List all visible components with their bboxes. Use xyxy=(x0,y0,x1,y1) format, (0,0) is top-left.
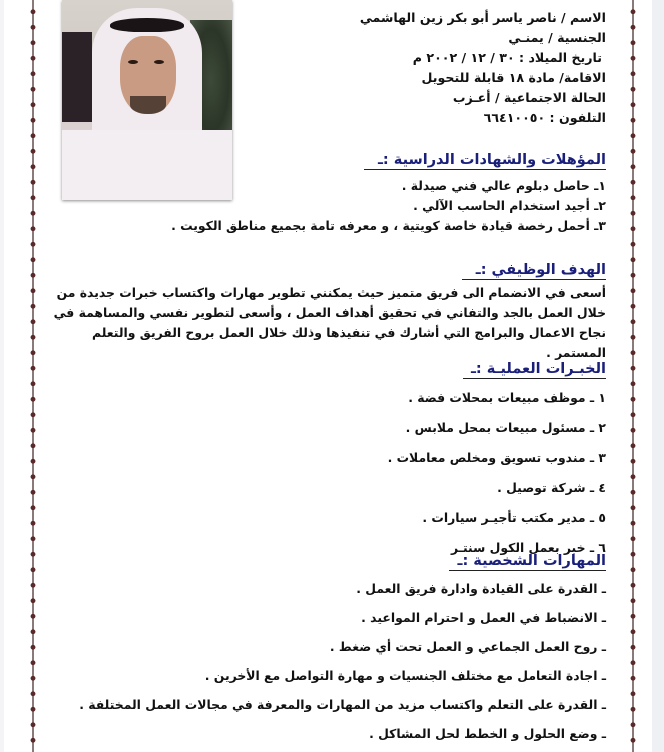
name-line: الاسم / ناصر ياسر أبو بكر زين الهاشمي xyxy=(359,10,606,25)
personal-info xyxy=(360,8,606,128)
skills-list xyxy=(79,574,606,748)
experience-item: ٣ ـ مندوب تسويق ومخلص معاملات . xyxy=(387,450,606,465)
experience-item: ١ ـ موظف مبيعات بمحلات فضة . xyxy=(408,390,606,405)
photo-beard xyxy=(130,96,166,114)
nationality-line: الجنسية / يمنـي xyxy=(508,30,606,45)
experience-item: ٢ ـ مسئول مبيعات بمحل ملابس . xyxy=(405,420,606,435)
photo-eye xyxy=(154,60,164,64)
qualifications-heading: المؤهلات والشهادات الدراسية :ـ xyxy=(364,152,606,170)
skill-item: ـ القدرة على التعلم واكتساب مزيد من المهارات والمعرفة في مجالات العمل المختلفة . xyxy=(79,697,606,712)
qualification-item: ١ـ حاصل دبلوم عالي فني صيدلة . xyxy=(401,178,606,193)
qualifications-heading-wrap xyxy=(6,149,606,170)
objective-heading-wrap xyxy=(6,259,606,280)
skill-item: ـ وضع الحلول و الخطط لحل المشاكل . xyxy=(369,726,606,741)
experience-item: ٦ ـ خبر بعمل الكول سنتـر xyxy=(451,540,606,555)
skill-item: ـ الانضباط في العمل و احترام المواعيد . xyxy=(361,610,606,625)
skills-heading-wrap xyxy=(6,550,606,571)
skill-item: ـ روح العمل الجماعي و العمل تحت أي ضغط . xyxy=(329,639,606,654)
experience-heading-wrap xyxy=(6,358,606,379)
qualification-item: ٢ـ أجيد استخدام الحاسب الآلي . xyxy=(413,198,606,213)
profile-photo xyxy=(62,0,232,200)
right-border-ornaments xyxy=(628,4,638,752)
experience-heading: الخبـرات العمليـة :ـ xyxy=(463,361,606,379)
resume-page xyxy=(4,0,652,752)
birth-date-line: تاريخ الميلاد : ٣٠ / ١٢ / ٢٠٠٢ م xyxy=(412,50,602,65)
objective-heading: الهدف الوظيفي :ـ xyxy=(462,262,606,280)
skill-item: ـ اجادة التعامل مع مختلف الجنسيات و مهارة التواصل مع الأخرين . xyxy=(204,668,606,683)
residency-line: الاقامة/ مادة ١٨ قابلة للتحويل xyxy=(421,70,606,85)
phone-line: التلفون : ٦٦٤١٠٠٥٠ xyxy=(483,110,606,125)
qualifications-list xyxy=(171,176,606,236)
photo-eye xyxy=(128,60,138,64)
experience-list xyxy=(388,383,606,563)
photo-background xyxy=(62,32,92,122)
experience-item: ٤ ـ شركة توصيل . xyxy=(497,480,606,495)
skills-heading: المهارات الشخصية :ـ xyxy=(449,553,606,571)
qualification-item: ٣ـ أحمل رخصة قيادة خاصة كويتية ، و معرفه تامة بجميع مناطق الكويت . xyxy=(171,218,606,233)
skill-item: ـ القدرة على القيادة وادارة فريق العمل . xyxy=(356,581,606,596)
experience-item: ٥ ـ مدير مكتب تأجيـر سيارات . xyxy=(422,510,606,525)
photo-agal xyxy=(110,18,184,32)
marital-status-line: الحالة الاجتماعية / أعـزب xyxy=(452,90,606,105)
objective-paragraph: أسعى في الانضمام الى فريق متميز حيث يمكنني تطوير مهارات واكتساب خبرات جديدة من خلال العمل بالجد والتفاني في تحقيق أهداف العمل ، وأسعى لتطوير نفسي والمساهمة في نجاح الاعمال والبرامج التي أشارك في تنفيذها وذلك خلال العمل بروح الفريق والتعلم المستمر . xyxy=(53,285,606,360)
page-edge xyxy=(652,0,664,752)
